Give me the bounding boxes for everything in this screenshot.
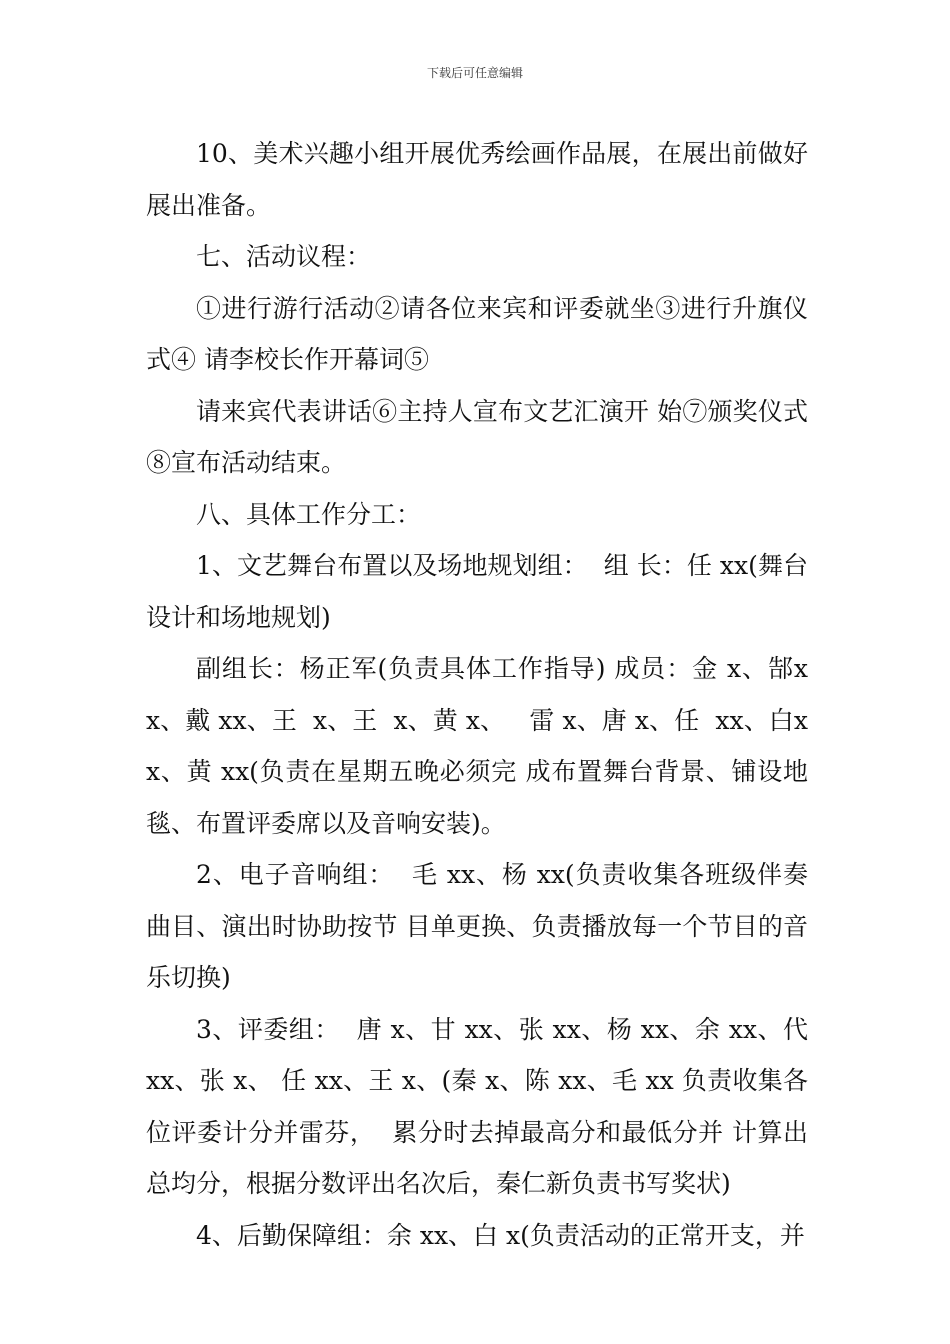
page-header-note: 下载后可任意编辑 xyxy=(426,66,523,80)
paragraph-stage-group-leader: 1、文艺舞台布置以及场地规划组： 组 长：任 xx(舞台设计和场地规划) xyxy=(146,551,808,632)
paragraph-audio-group: 2、电子音响组： 毛 xx、杨 xx(负责收集各班级伴奏曲目、演出时协助按节 目单更换、负责播放每一个节目的音乐切换) xyxy=(146,860,808,992)
paragraph-art-exhibition: 10、美术兴趣小组开展优秀绘画作品展，在展出前做好展出准备。 xyxy=(146,139,808,220)
heading-work-division: 八、具体工作分工： xyxy=(196,499,422,529)
paragraph-agenda-part-2: 请来宾代表讲话⑥主持人宣布文艺汇演开 始⑦颁奖仪式⑧宣布活动结束。 xyxy=(146,396,808,477)
paragraph-judges-group: 3、评委组： 唐 x、甘 xx、张 xx、杨 xx、余 xx、代xx、张 x、 任 xx、王 x、(秦 x、陈 xx、毛 xx 负责收集各位评委计分并雷芬， 累分时去掉最高分和最低分并 计算出总均分，根据分数评出名次后，秦仁新负责书写奖状) xyxy=(146,1014,808,1198)
document-body xyxy=(146,128,808,1261)
paragraph-agenda-part-1: ①进行游行活动②请各位来宾和评委就坐③进行升旗仪式④ 请李校长作开幕词⑤ xyxy=(146,293,808,374)
paragraph-logistics-group: 4、后勤保障组：余 xx、白 x(负责活动的正常开支，并 xyxy=(196,1220,805,1250)
paragraph-stage-group-members: 副组长：杨正军(负责具体工作指导) 成员：金 x、郜xx、戴 xx、王 x、王 x、黄 x、 雷 x、唐 x、任 xx、白xx、黄 xx(负责在星期五晚必须完 成布置舞台背景、铺设地毯、布置评委席以及音响安装)。 xyxy=(146,654,808,838)
heading-activity-agenda: 七、活动议程： xyxy=(196,242,372,271)
